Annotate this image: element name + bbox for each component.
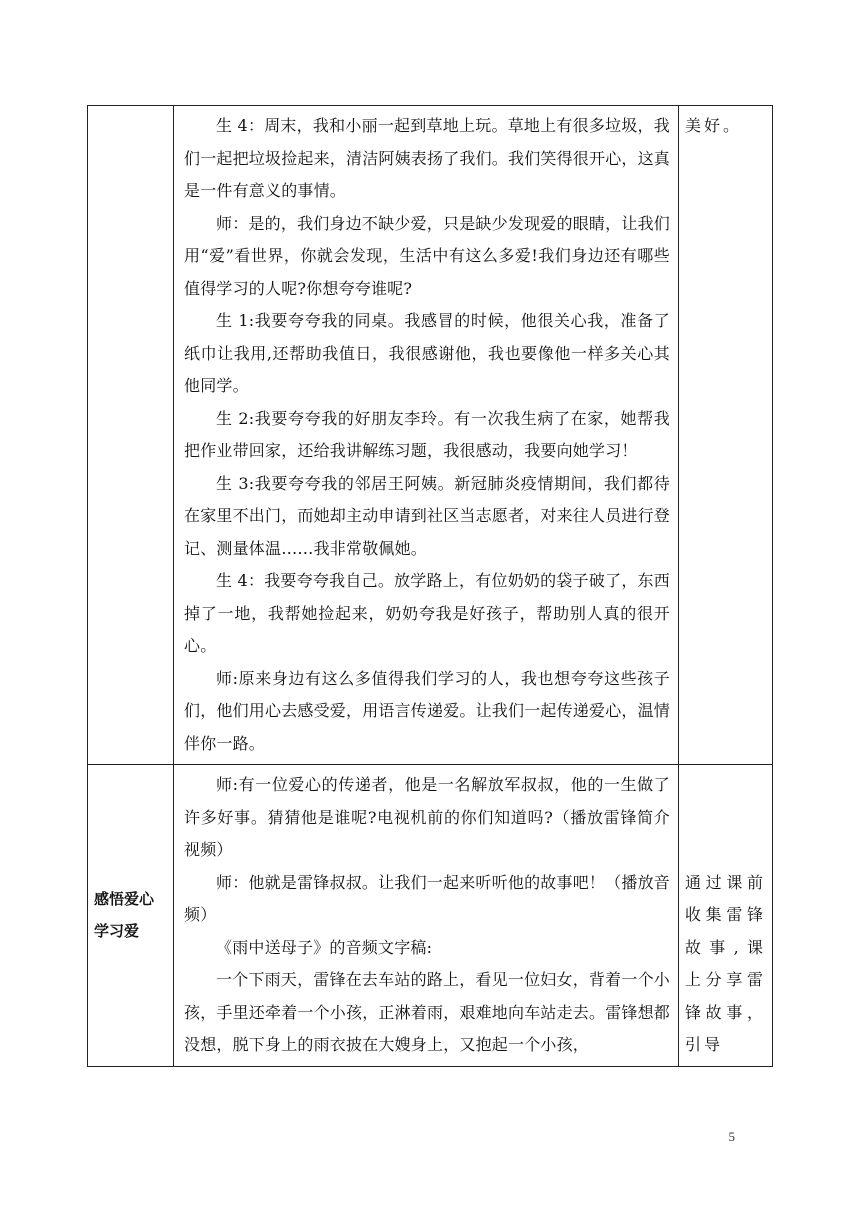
paragraph: 师：他就是雷锋叔叔。让我们一起来听听他的故事吧！（播放音频） — [184, 872, 670, 924]
paragraph: 生 2:我要夸夸我的好朋友李玲。有一次我生病了在家，她帮我把作业带回家，还给我讲解练习题，我很感动，我要向她学习！ — [184, 408, 670, 460]
paragraph: 《雨中送母子》的音频文字稿: — [216, 937, 433, 957]
intent-text: 美好。 — [685, 116, 743, 135]
paragraph: 师:有一位爱心的传递者，他是一名解放军叔叔，他的一生做了许多好事。猜猜他是谁呢?电视机前的你们知道吗?（播放雷锋简介视频） — [184, 775, 670, 859]
section-cell — [88, 765, 174, 1067]
paragraph: 生 4：我要夸夸我自己。放学路上，有位奶奶的袋子破了，东西掉了一地，我帮她捡起来，奶奶夸我是好孩子，帮助别人真的很开心。 — [184, 571, 670, 655]
teaching-process-cell — [174, 106, 679, 765]
section-cell-empty — [88, 106, 174, 765]
paragraph: 生 4：周末，我和小丽一起到草地上玩。草地上有很多垃圾，我们一起把垃圾捡起来，清洁阿姨表扬了我们。我们笑得很开心，这真是一件有意义的事情。 — [184, 116, 671, 200]
section-title-line1: 感悟爱心 — [94, 890, 155, 909]
design-intent-cell — [679, 106, 773, 765]
paragraph: 生 1:我要夸夸我的同桌。我感冒的时候，他很关心我，准备了纸巾让我用,还帮助我值日，我很感谢他，我也要像他一样多关心其他同学。 — [184, 311, 670, 395]
lesson-plan-table — [87, 105, 773, 1067]
paragraph: 师：是的，我们身边不缺少爱，只是缺少发现爱的眼睛，让我们用“爱”看世界，你就会发现，生活中有这么多爱!我们身边还有哪些值得学习的人呢?你想夸夸谁呢? — [184, 213, 670, 298]
table-row — [88, 765, 773, 1067]
paragraph: 生 3:我要夸夸我的邻居王阿姨。新冠肺炎疫情期间，我们都待在家里不出门，而她却主动申请到社区当志愿者，对来往人员进行登记、测量体温……我非常敬佩她。 — [184, 473, 671, 558]
paragraph: 师:原来身边有这么多值得我们学习的人，我也想夸夸这些孩子们，他们用心去感受爱，用语言传递爱。让我们一起传递爱心，温情伴你一路。 — [184, 668, 671, 753]
intent-text: 通过课前收集雷锋故事,课上分享雷锋故事，引导 — [685, 872, 766, 1054]
teaching-process-cell — [174, 765, 679, 1067]
page-number: 5 — [728, 1129, 735, 1144]
paragraph: 一个下雨天，雷锋在去车站的路上，看见一位妇女，背着一个小孩，手里还牵着一个小孩，正淋着雨，艰难地向车站走去。雷锋想都没想，脱下身上的雨衣披在大嫂身上，又抱起一个小孩， — [184, 970, 671, 1054]
section-title-line2: 学习爱 — [94, 922, 140, 941]
table-row — [88, 106, 773, 765]
design-intent-cell — [679, 765, 773, 1067]
